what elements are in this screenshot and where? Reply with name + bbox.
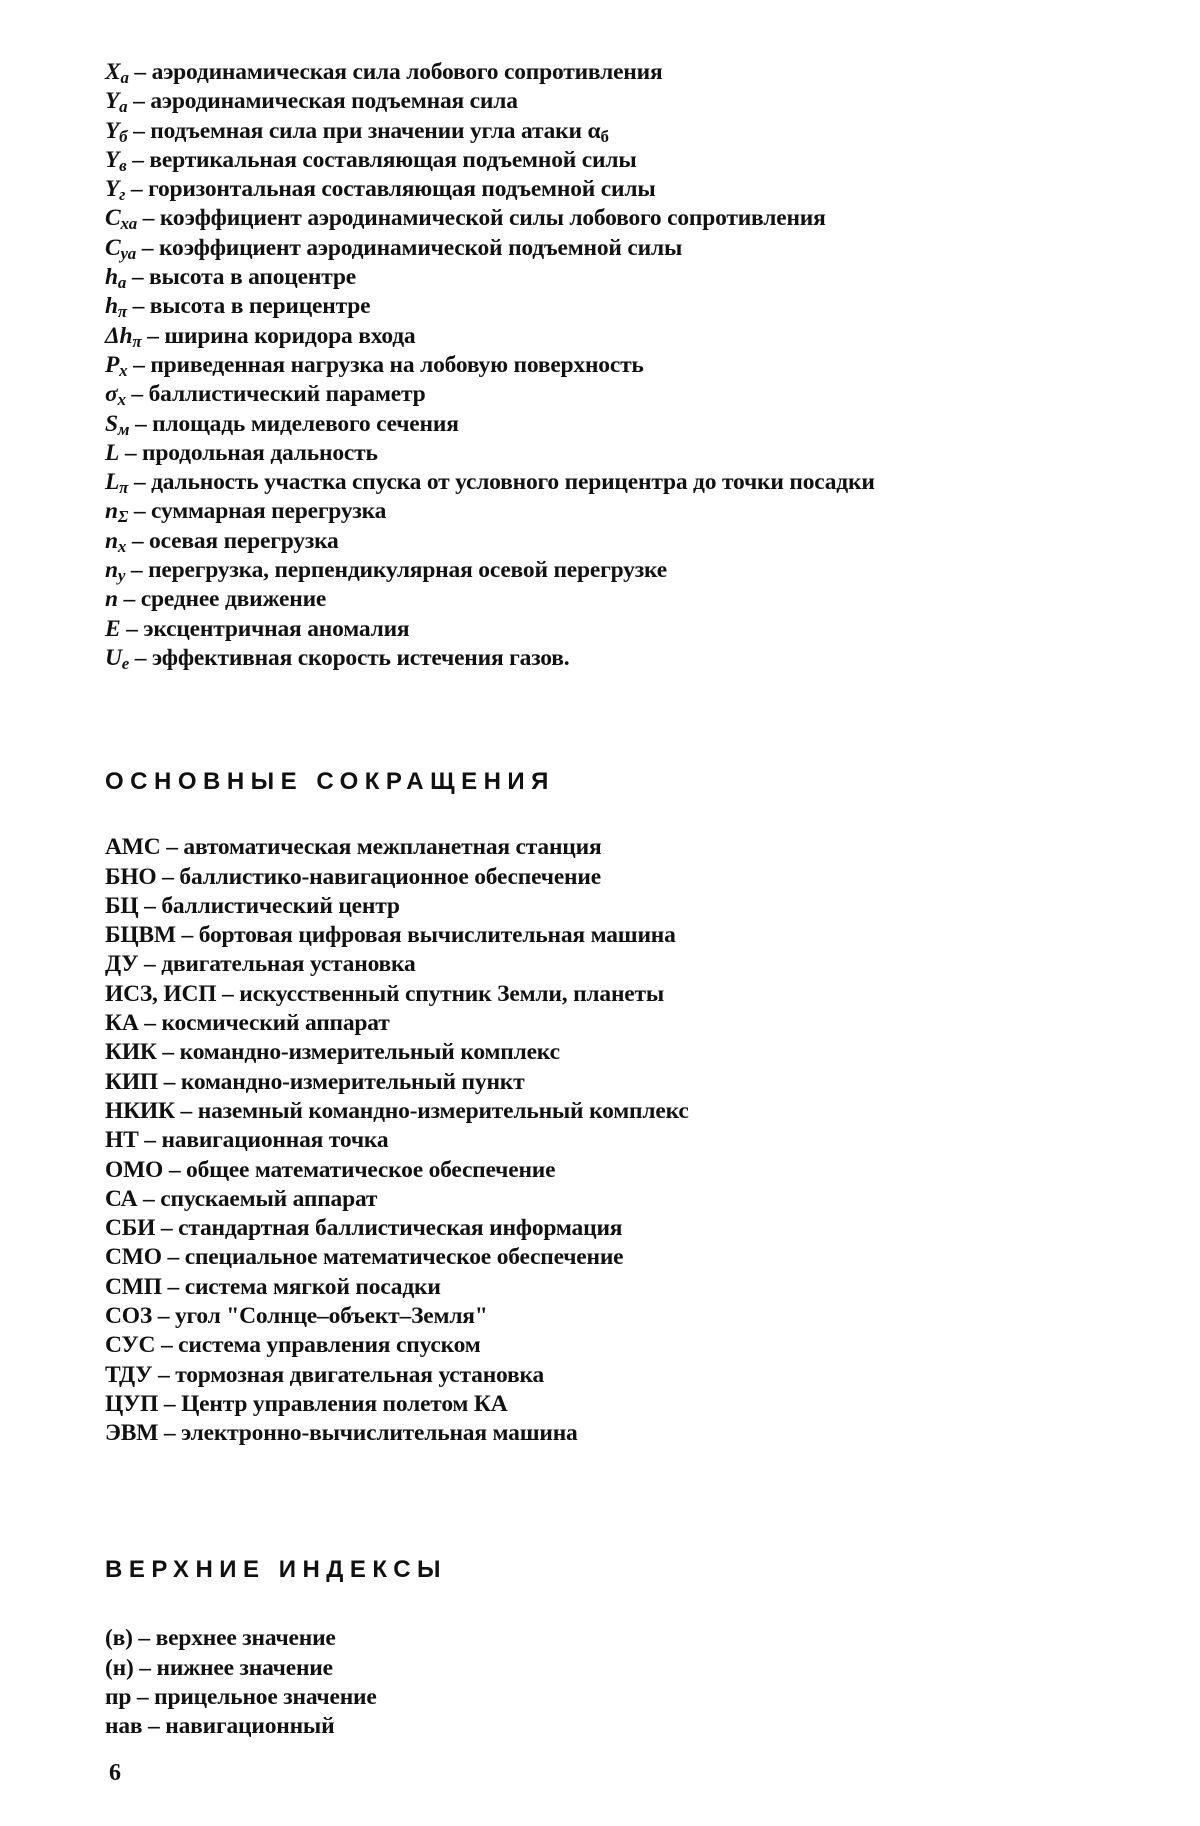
symbol-notation: $\Delta h_\pi$	[105, 322, 142, 351]
symbol-description: – перегрузка, перпендикулярная осевой перегрузке	[125, 557, 667, 584]
abbreviation-entry: БЦ – баллистический центр	[105, 892, 400, 919]
symbol-entry	[105, 351, 1105, 380]
symbol-entry	[105, 204, 1105, 233]
abbreviation-entry: ЦУП – Центр управления полетом КА	[105, 1390, 508, 1417]
symbol-notation: $n_\Sigma$	[105, 498, 129, 527]
symbol-description: – среднее движение	[117, 586, 327, 613]
abbreviation-entry: АМС – автоматическая межпланетная станция	[105, 834, 602, 861]
symbol-notation: $S_м$	[105, 410, 130, 439]
symbol-entry	[105, 439, 1105, 468]
symbol-entry	[105, 234, 1105, 263]
symbol-notation: $n_x$	[105, 527, 127, 556]
symbol-entry	[105, 322, 1105, 351]
symbol-entry	[105, 87, 1105, 116]
abbreviation-entry: НКИК – наземный командно-измерительный комплекс	[105, 1097, 689, 1124]
abbreviation-entry: БНО – баллистико-навигационное обеспечение	[105, 863, 601, 890]
symbol-description: – коэффициент аэродинамической подъемной силы	[136, 234, 683, 261]
abbreviation-entry: СБИ – стандартная баллистическая информация	[105, 1215, 623, 1242]
symbol-entry	[105, 615, 1105, 644]
abbreviation-entry: СОЗ – угол "Солнце–объект–Земля"	[105, 1302, 488, 1329]
symbol-description: – горизонтальная составляющая подъемной силы	[125, 176, 656, 203]
superscripts-heading: ВЕРХНИЕ ИНДЕКСЫ	[105, 1556, 448, 1584]
symbol-description: – подъемная сила при значении угла атаки	[127, 117, 588, 144]
symbol-notation: n	[105, 586, 118, 613]
symbol-entry	[105, 585, 1105, 614]
abbreviation-entry: КИП – командно-измерительный пункт	[105, 1068, 525, 1095]
symbol-description: – высота в апоцентре	[126, 264, 356, 291]
symbol-description: – осевая перегрузка	[126, 527, 339, 554]
abbreviation-entry: КИК – командно-измерительный комплекс	[105, 1039, 560, 1066]
page-number: 6	[109, 1760, 121, 1786]
symbol-entry	[105, 146, 1105, 175]
superscript-entry: (в) – верхнее значение	[105, 1625, 336, 1652]
symbol-description: – аэродинамическая подъемная сила	[127, 88, 518, 115]
superscripts-list	[105, 1624, 1105, 1741]
abbreviation-entry: ДУ – двигательная установка	[105, 951, 416, 978]
superscript-entry: пр – прицельное значение	[105, 1684, 377, 1711]
symbol-notation: $X_a$	[105, 59, 129, 88]
abbreviation-entry: ОМО – общее математическое обеспечение	[105, 1156, 556, 1183]
symbol-notation: $n_y$	[105, 557, 126, 586]
symbol-notation: $L_\pi$	[105, 469, 129, 498]
abbreviation-entry: ИСЗ, ИСП – искусственный спутник Земли, планеты	[105, 980, 665, 1007]
superscript-entry: (н) – нижнее значение	[105, 1654, 333, 1681]
symbol-entry	[105, 527, 1105, 556]
symbol-entry	[105, 380, 1105, 409]
symbol-description: – продольная дальность	[119, 439, 378, 466]
symbol-description: – суммарная перегрузка	[128, 498, 387, 525]
symbol-notation: $Y_б$	[105, 117, 128, 146]
symbol-notation: $P_x$	[105, 351, 128, 381]
symbol-entry	[105, 644, 1105, 673]
symbol-notation: $U_e$	[105, 644, 130, 674]
symbol-description: – эксцентричная аномалия	[120, 615, 410, 642]
symbol-description: – аэродинамическая сила лобового сопротивления	[128, 59, 663, 85]
symbol-entry	[105, 556, 1105, 585]
symbol-description: – высота в перицентре	[126, 293, 371, 320]
symbol-description: – дальность участка спуска от условного перицентра до точки посадки	[128, 469, 875, 496]
abbreviations-list	[105, 833, 1105, 1448]
abbreviation-entry: ТДУ – тормозная двигательная установка	[105, 1361, 545, 1388]
symbol-entry	[105, 58, 1105, 87]
alpha-symbol: $\alpha_б$	[587, 117, 609, 146]
symbol-description: – баллистический параметр	[125, 381, 426, 408]
symbol-description: – ширина коридора входа	[141, 322, 416, 349]
abbreviation-entry: СМП – система мягкой посадки	[105, 1273, 441, 1300]
symbol-notation: $\sigma_x$	[105, 381, 126, 410]
symbol-notation: $h_a$	[105, 264, 127, 293]
abbreviation-entry: КА – космический аппарат	[105, 1010, 390, 1037]
symbol-description: – вертикальная составляющая подъемной силы	[126, 146, 637, 173]
symbol-entry	[105, 292, 1105, 321]
symbol-notation: $Y_в$	[105, 146, 127, 176]
symbols-list	[105, 58, 1105, 673]
superscript-entry: нав – навигационный	[105, 1713, 335, 1740]
symbol-description: – эффективная скорость истечения газов.	[129, 644, 570, 671]
document-page	[105, 58, 1105, 1742]
symbol-notation: $h_\pi$	[105, 293, 127, 322]
symbol-entry	[105, 497, 1105, 526]
symbol-notation: $Y_г$	[105, 176, 126, 205]
abbreviations-heading: ОСНОВНЫЕ СОКРАЩЕНИЯ	[105, 768, 555, 796]
abbreviation-entry: СА – спускаемый аппарат	[105, 1185, 378, 1212]
abbreviation-entry: ЭВМ – электронно-вычислительная машина	[105, 1420, 578, 1447]
abbreviation-entry: СУС – система управления спуском	[105, 1332, 481, 1359]
symbol-notation: $C_{xa}$	[105, 205, 137, 234]
symbol-description: – приведенная нагрузка на лобовую поверхность	[127, 351, 644, 378]
abbreviation-entry: СМО – специальное математическое обеспечение	[105, 1244, 624, 1271]
symbol-notation: $Y_a$	[105, 88, 128, 117]
symbol-entry	[105, 410, 1105, 439]
abbreviation-entry: БЦВМ – бортовая цифровая вычислительная машина	[105, 922, 676, 949]
symbol-entry	[105, 263, 1105, 292]
symbol-entry	[105, 468, 1105, 497]
symbol-notation: E	[105, 615, 121, 642]
symbol-description: – площадь миделевого сечения	[129, 410, 459, 437]
symbol-entry	[105, 175, 1105, 204]
symbol-notation: $C_{ya}$	[105, 234, 137, 263]
symbol-notation: L	[105, 439, 120, 466]
abbreviation-entry: НТ – навигационная точка	[105, 1127, 389, 1154]
symbol-entry	[105, 117, 1105, 146]
symbol-description: – коэффициент аэродинамической силы лобового сопротивления	[137, 205, 826, 232]
